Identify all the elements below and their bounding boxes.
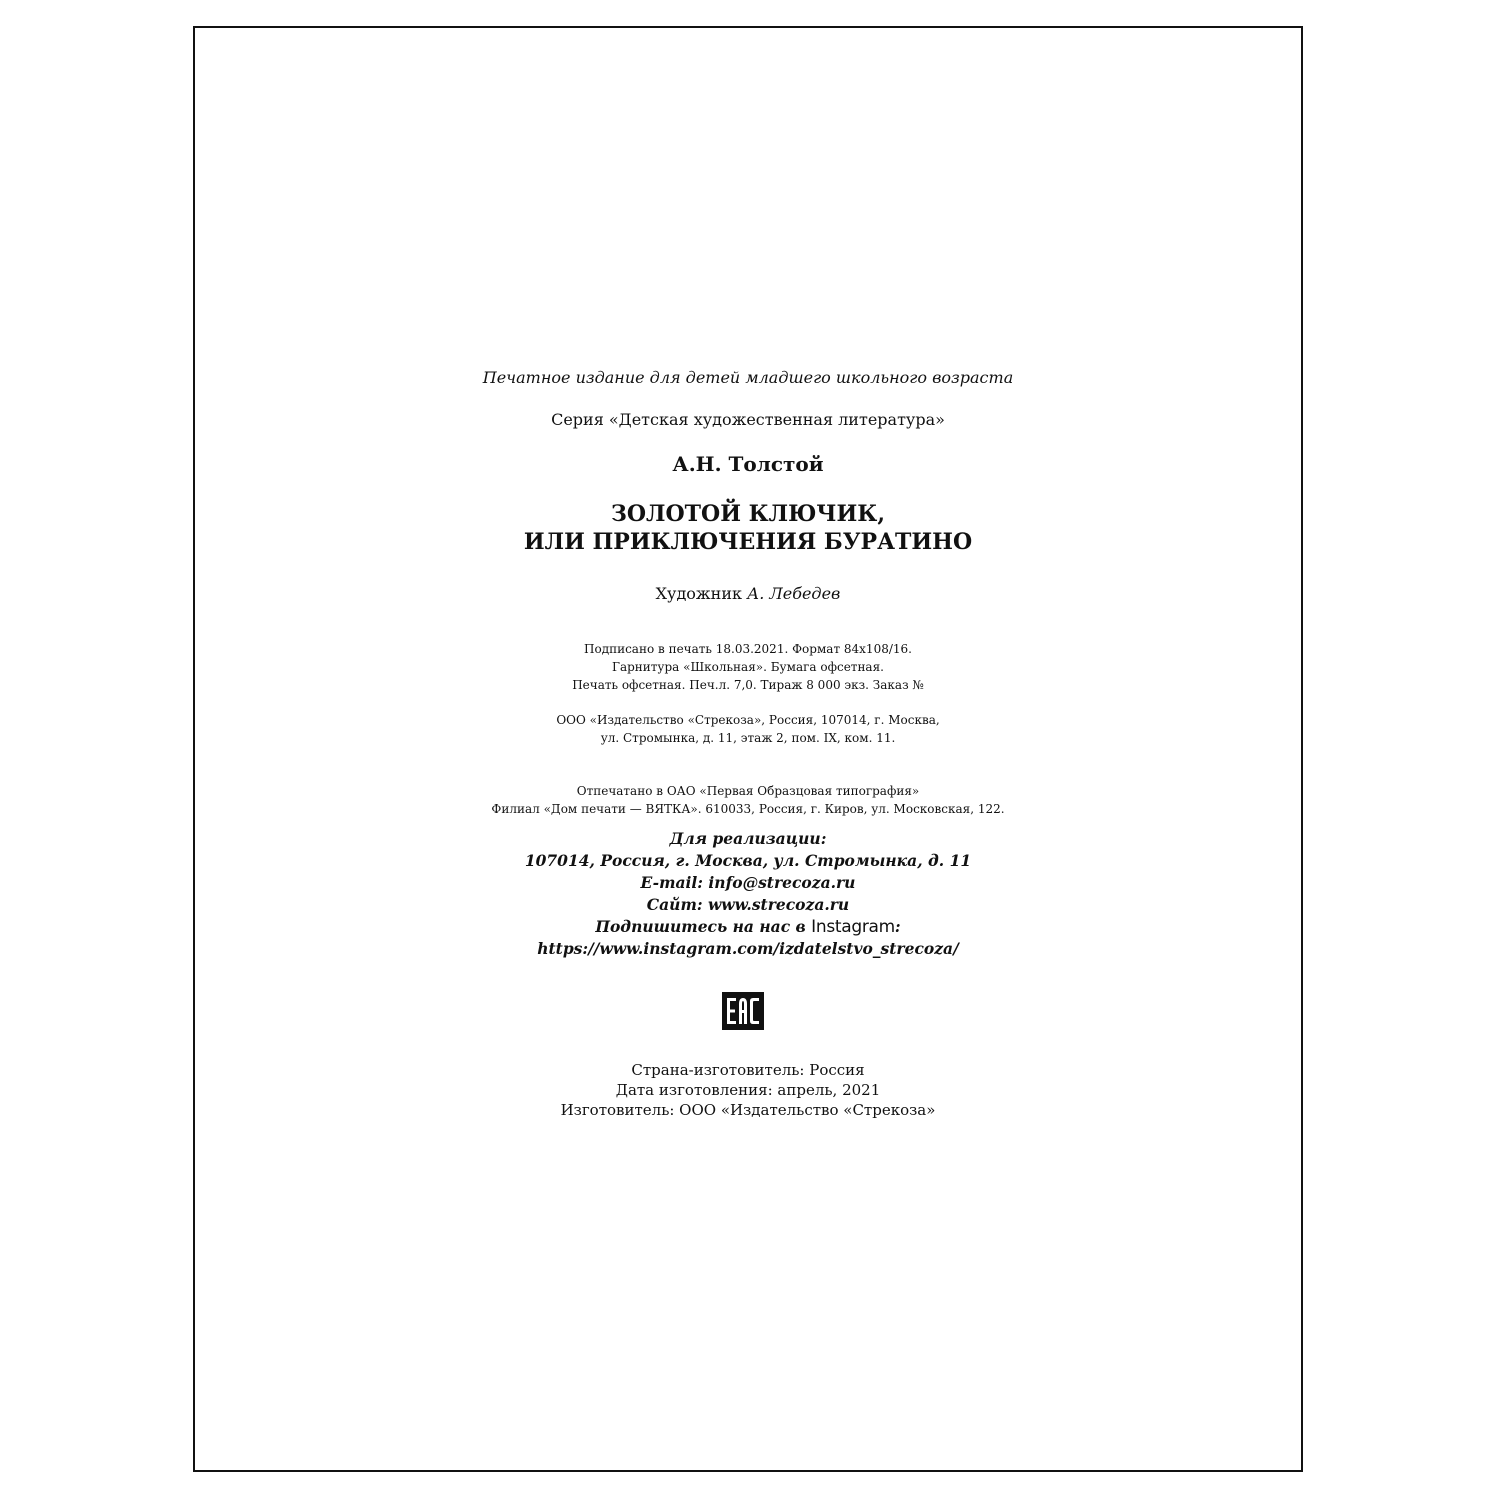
manufacturer-info bbox=[195, 1060, 1301, 1120]
eac-certification-icon bbox=[722, 992, 764, 1030]
audience-note: Печатное издание для детей младшего школьного возраста bbox=[482, 368, 1014, 387]
maker-line: Страна-изготовитель: Россия bbox=[631, 1061, 865, 1079]
artist-label: Художник bbox=[655, 584, 742, 603]
page-sheet bbox=[193, 26, 1303, 1472]
title-line: ЗОЛОТОЙ КЛЮЧИК, bbox=[611, 501, 885, 527]
book-title bbox=[195, 500, 1301, 556]
maker-line: Дата изготовления: апрель, 2021 bbox=[615, 1081, 881, 1099]
technical-info bbox=[195, 640, 1301, 694]
subscribe-prefix: Подпишитесь на нас в bbox=[595, 917, 812, 936]
title-line: ИЛИ ПРИКЛЮЧЕНИЯ БУРАТИНО bbox=[523, 529, 973, 555]
contacts-block bbox=[195, 828, 1301, 960]
subscribe-line bbox=[195, 916, 1301, 938]
email-link[interactable]: E-mail: info@strecoza.ru bbox=[640, 873, 856, 892]
maker-line: Изготовитель: ООО «Издательство «Стрекоза» bbox=[560, 1101, 936, 1119]
sales-heading: Для реализации: bbox=[669, 829, 827, 848]
tech-line: Гарнитура «Школьная». Бумага офсетная. bbox=[612, 660, 884, 674]
printer-info bbox=[195, 782, 1301, 818]
series-line: Серия «Детская художественная литература» bbox=[551, 410, 945, 429]
subscribe-suffix: : bbox=[894, 917, 901, 936]
artist-name: А. Лебедев bbox=[747, 584, 841, 603]
artist-credit bbox=[195, 584, 1301, 603]
instagram-wordmark: Instagram bbox=[811, 917, 895, 937]
tech-line: Печать офсетная. Печ.л. 7,0. Тираж 8 000 экз. Заказ № bbox=[572, 678, 924, 692]
author-name: А.Н. Толстой bbox=[672, 452, 824, 476]
instagram-url-link[interactable]: https://www.instagram.com/izdatelstvo_strecoza/ bbox=[537, 939, 959, 958]
site-link[interactable]: Сайт: www.strecoza.ru bbox=[646, 895, 850, 914]
printer-line: Отпечатано в ОАО «Первая Образцовая типография» bbox=[576, 784, 920, 798]
printer-line: Филиал «Дом печати — ВЯТКА». 610033, Россия, г. Киров, ул. Московская, 122. bbox=[491, 802, 1005, 816]
publisher-line: ООО «Издательство «Стрекоза», Россия, 107014, г. Москва, bbox=[556, 713, 940, 727]
publisher-line: ул. Стромынка, д. 11, этаж 2, пом. IX, ком. 11. bbox=[600, 731, 896, 745]
sales-address: 107014, Россия, г. Москва, ул. Стромынка, д. 11 bbox=[524, 851, 972, 870]
tech-line: Подписано в печать 18.03.2021. Формат 84x108/16. bbox=[584, 642, 912, 656]
publisher-info bbox=[195, 711, 1301, 747]
